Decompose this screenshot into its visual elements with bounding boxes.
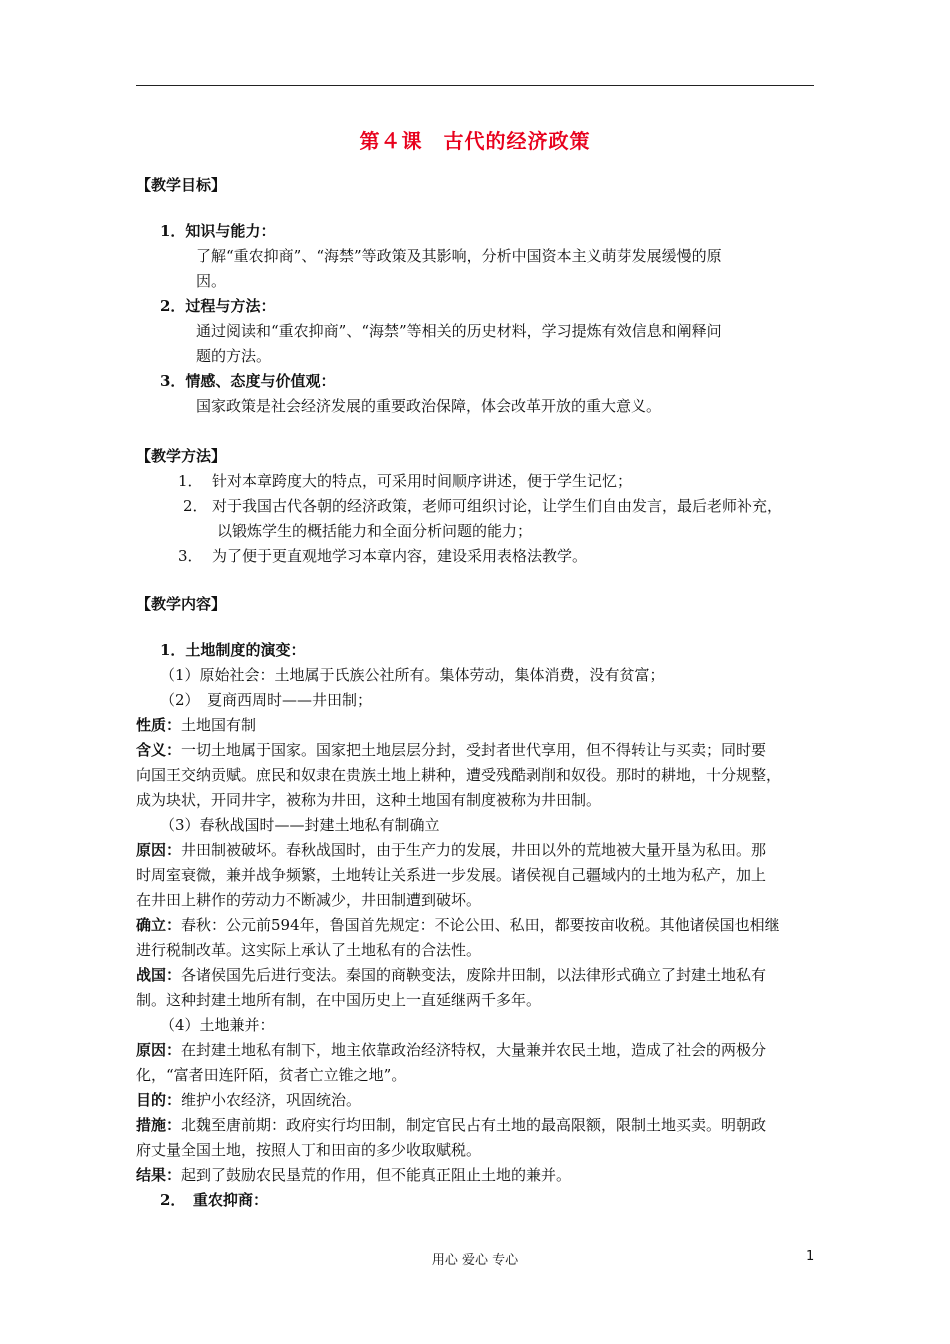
- goal-label: 2．过程与方法：: [160, 297, 276, 315]
- method-text: 为了便于更直观地学习本章内容，建设采用表格法教学。: [212, 547, 588, 565]
- reason-line: [136, 840, 766, 860]
- method-num: 3．: [178, 547, 203, 565]
- reason2-text: 在封建土地私有制下，地主依靠政治经济特权，大量兼并农民土地，造成了社会的两极分: [181, 1041, 767, 1059]
- method-num: 2．: [183, 497, 208, 515]
- measure-label: 措施：: [136, 1116, 182, 1134]
- measure-text: 府丈量全国土地，按照人丁和田亩的多少收取赋税。: [136, 1141, 482, 1159]
- measure-line: [136, 1115, 766, 1135]
- content-heading: 【教学内容】: [136, 595, 227, 613]
- establish-line: [136, 915, 780, 935]
- result-line: [136, 1165, 571, 1185]
- reason-text: 时周室衰微，兼并战争频繁，土地转让关系进一步发展。诸侯视自己疆域内的土地为私产，加上: [136, 866, 767, 884]
- meaning-text: 成为块状，开同井字，被称为井田，这种土地国有制度被称为井田制。: [136, 791, 602, 809]
- method-text: 以锻炼学生的概括能力和全面分析问题的能力；: [217, 522, 533, 540]
- warring-line: [136, 965, 766, 985]
- content-subheading: 1．土地制度的演变：: [160, 641, 306, 659]
- warring-label: 战国：: [136, 966, 182, 984]
- goal-label: 3．情感、态度与价值观：: [160, 372, 336, 390]
- goal-label: 1．知识与能力：: [160, 222, 276, 240]
- reason-label: 原因：: [136, 841, 182, 859]
- nature-text: 土地国有制: [181, 716, 257, 734]
- meaning-label: 含义：: [136, 741, 182, 759]
- meaning-text: 向国王交纳贡赋。庶民和奴隶在贵族土地上耕种，遭受残酷剥削和奴役。那时的耕地，十分规整，: [136, 766, 782, 784]
- footer-text: 用心 爱心 专心: [431, 1253, 519, 1268]
- method-text: 对于我国古代各朝的经济政策，老师可组织讨论，让学生们自由发言，最后老师补充，: [212, 497, 783, 515]
- goals-heading: 【教学目标】: [136, 176, 227, 194]
- establish-text: 进行税制改革。这实际上承认了土地私有的合法性。: [136, 941, 482, 959]
- content-paragraph: （3）春秋战国时——封建土地私有制确立: [160, 816, 440, 834]
- meaning-text: 一切土地属于国家。国家把土地层层分封，受封者世代享用，但不得转让与买卖；同时要: [181, 741, 767, 759]
- result-text: 起到了鼓励农民垦荒的作用，但不能真正阻止土地的兼并。: [181, 1166, 572, 1184]
- purpose-line: [136, 1090, 361, 1110]
- purpose-label: 目的：: [136, 1091, 182, 1109]
- establish-text: 春秋：公元前594年，鲁国首先规定：不论公田、私田，都要按亩收税。其他诸侯国也相继: [181, 916, 780, 934]
- goal-text: 通过阅读和“重农抑商”、“海禁”等相关的历史材料，学习提炼有效信息和阐释问: [196, 322, 722, 340]
- reason-text: 井田制被破坏。春秋战国时，由于生产力的发展，井田以外的荒地被大量开垦为私田。那: [181, 841, 767, 859]
- goal-text: 国家政策是社会经济发展的重要政治保障，体会改革开放的重大意义。: [196, 397, 662, 415]
- methods-heading: 【教学方法】: [136, 447, 227, 465]
- reason2-line: [136, 1040, 766, 1060]
- page-number: 1: [806, 1249, 815, 1264]
- nature-line: [136, 715, 256, 735]
- goal-text: 了解“重农抑商”、“海禁”等政策及其影响，分析中国资本主义萌芽发展缓慢的原: [196, 247, 722, 265]
- page-title: 第４课 古代的经济政策: [359, 129, 591, 153]
- warring-text: 各诸侯国先后进行变法。秦国的商鞅变法，废除井田制，以法律形式确立了封建土地私有: [181, 966, 767, 984]
- warring-text: 制。这种封建土地所有制，在中国历史上一直延继两千多年。: [136, 991, 542, 1009]
- reason-text: 在井田上耕作的劳动力不断减少，井田制遭到破坏。: [136, 891, 482, 909]
- goal-text: 题的方法。: [196, 347, 272, 365]
- goal-text: 因。: [196, 272, 227, 290]
- meaning-line: [136, 740, 766, 760]
- header-rule: [136, 85, 814, 86]
- purpose-text: 维护小农经济，巩固统治。: [181, 1091, 362, 1109]
- nature-label: 性质：: [136, 716, 182, 734]
- result-label: 结果：: [136, 1166, 182, 1184]
- reason2-label: 原因：: [136, 1041, 182, 1059]
- measure-text: 北魏至唐前期：政府实行均田制，制定官民占有土地的最高限额，限制土地买卖。明朝政: [181, 1116, 767, 1134]
- reason2-text: 化，“富者田连阡陌，贫者亡立锥之地”。: [136, 1066, 407, 1084]
- content-paragraph: （4）土地兼并：: [160, 1016, 275, 1034]
- method-num: 1．: [178, 472, 203, 490]
- establish-label: 确立：: [136, 916, 182, 934]
- content-paragraph: （1）原始社会：土地属于氏族公社所有。集体劳动，集体消费，没有贫富；: [160, 666, 665, 684]
- content-paragraph: （2） 夏商西周时——井田制；: [160, 691, 373, 709]
- content-subheading: 2． 重农抑商：: [160, 1191, 268, 1209]
- method-text: 针对本章跨度大的特点，可采用时间顺序讲述，便于学生记忆；: [212, 472, 633, 490]
